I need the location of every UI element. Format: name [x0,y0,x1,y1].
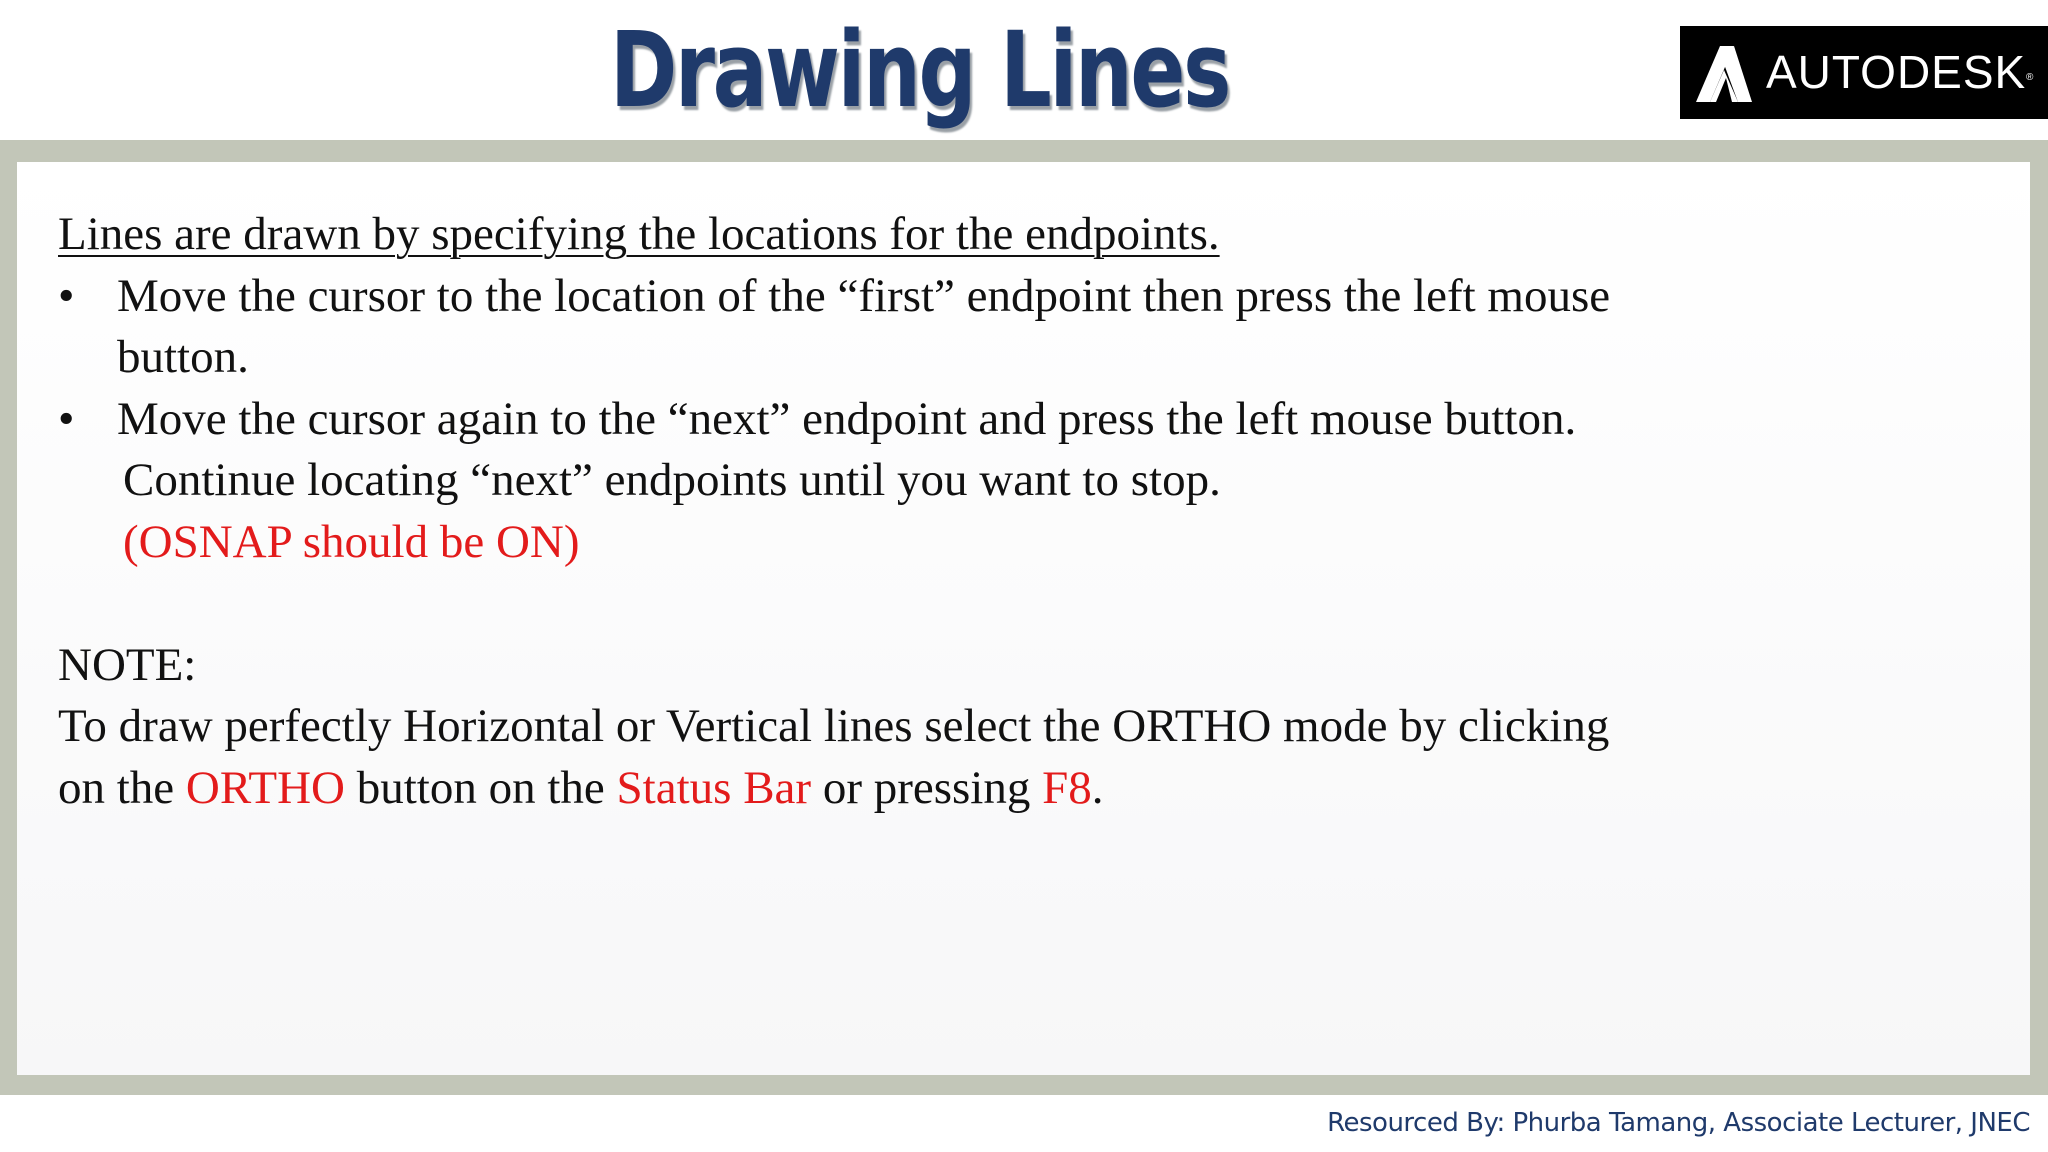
note-line-2-a: on the [58,761,186,814]
status-bar-keyword: Status Bar [616,761,812,814]
bullet-2-line-2: Continue locating “next” endpoints until you want to stop. [123,454,1221,506]
autodesk-logo [1680,26,2048,119]
bullet-2-line-1: Move the cursor again to the “next” endpoint and press the left mouse button. [117,392,1577,445]
intro-text: Lines are drawn by specifying the locations for the endpoints. [58,208,1220,260]
note-heading: NOTE: [58,638,197,691]
slide-body [58,204,2008,819]
bullet-item-2 [58,389,2008,451]
bullet-symbol: • [58,392,75,445]
ortho-keyword: ORTHO [185,761,345,814]
note-line-2-b: button on the [344,761,617,814]
f8-keyword: F8 [1042,761,1092,814]
bullet-1-line-2: button. [117,331,249,383]
bullet-1-line-1: Move the cursor to the location of the “first” endpoint then press the left mouse [117,269,1611,322]
bullet-item-1 [58,266,2008,328]
bullet-symbol: • [58,269,75,322]
note-line-1: To draw perfectly Horizontal or Vertical lines select the ORTHO mode by clicking [58,700,1610,752]
note-line-2-c: or pressing [811,761,1043,814]
autodesk-logo-text: AUTODESK [1766,46,2027,98]
autodesk-logo-icon [1694,46,1754,102]
note-line-2 [58,758,2008,820]
slide-title: Drawing Lines [610,9,1230,131]
footer-credit: Resourced By: Phurba Tamang, Associate Lecturer, JNEC [1327,1108,2030,1138]
osnap-note: (OSNAP should be ON) [123,515,580,568]
note-line-2-d: . [1091,761,1104,814]
registered-mark: ® [2026,72,2034,83]
